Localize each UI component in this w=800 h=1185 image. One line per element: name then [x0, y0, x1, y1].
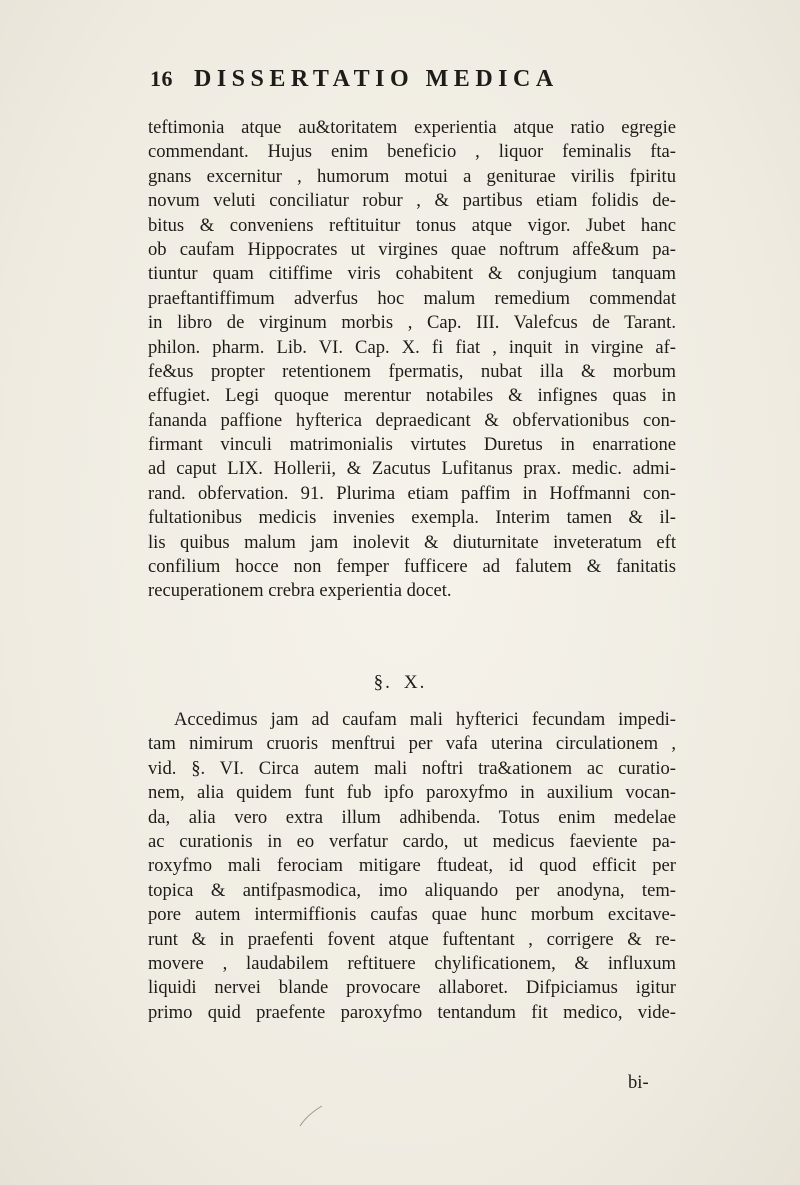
pencil-mark-icon — [296, 1100, 326, 1130]
text-line: in libro de virginum morbis , Cap. III. Valefcus de Tarant. — [148, 312, 676, 334]
text-line: ad caput LIX. Hollerii, & Zacutus Lufitanus prax. medic. admi- — [148, 458, 676, 480]
text-line: ob caufam Hippocrates ut virgines quae noftrum affe&um pa- — [148, 238, 676, 260]
paragraph-2 — [148, 708, 676, 1025]
section-symbol: §. — [373, 672, 392, 693]
text-line: tam nimirum cruoris menftrui per vafa uterina circulationem , — [148, 733, 676, 755]
text-line: confilium hocce non femper fufficere ad falutem & fanitatis — [148, 556, 676, 578]
text-line: effugiet. Legi quoque merentur notabiles & infignes quas in — [148, 385, 676, 407]
text-line: fananda paffione hyfterica depraedicant & obfervationibus con- — [148, 409, 676, 431]
text-line: topica & antifpasmodica, imo aliquando per anodyna, tem- — [148, 879, 676, 901]
text-line: pore autem intermiffionis caufas quae hunc morbum excitave- — [148, 904, 676, 926]
text-line: commendant. Hujus enim beneficio , liquor feminalis fta- — [148, 141, 676, 163]
text-line: vid. §. VI. Circa autem mali noftri tra&ationem ac curatio- — [148, 757, 676, 779]
text-line: praeftantiffimum adverfus hoc malum remedium commendat — [148, 287, 676, 309]
text-line: gnans excernitur , humorum motui a geniturae virilis fpiritu — [148, 165, 676, 187]
text-line: rand. obfervation. 91. Plurima etiam paffim in Hoffmanni con- — [148, 482, 676, 504]
text-line: da, alia vero extra illum adhibenda. Totus enim medelae — [148, 806, 676, 828]
section-number: X. — [403, 672, 427, 693]
text-line: ac curationis in eo verfatur cardo, ut medicus faeviente pa- — [148, 830, 676, 852]
running-title: DISSERTATIO MEDICA — [194, 66, 559, 92]
text-line: primo quid praefente paroxyfmo tentandum fit medico, vide- — [148, 1001, 676, 1023]
text-line: tiuntur quam citiffime viris cohabitent & conjugium tanquam — [148, 263, 676, 285]
text-line: fultationibus medicis invenies exempla. Interim tamen & il- — [148, 507, 676, 529]
catchword: bi- — [628, 1072, 649, 1093]
text-line: fe&us propter retentionem fpermatis, nubat illa & morbum — [148, 360, 676, 382]
section-heading — [0, 672, 800, 694]
text-line: lis quibus malum jam inolevit & diuturnitate inveteratum eft — [148, 531, 676, 553]
text-line: runt & in praefenti fovent atque fuftentant , corrigere & re- — [148, 928, 676, 950]
text-line: bitus & conveniens reftituitur tonus atque vigor. Jubet hanc — [148, 214, 676, 236]
text-line: firmant vinculi matrimonialis virtutes Duretus in enarratione — [148, 434, 676, 456]
text-line: novum veluti conciliatur robur , & partibus etiam folidis de- — [148, 190, 676, 212]
text-line: teftimonia atque au&toritatem experientia atque ratio egregie — [148, 117, 676, 138]
text-line: philon. pharm. Lib. VI. Cap. X. fi fiat , inquit in virgine af- — [148, 336, 676, 358]
text-line: roxyfmo mali ferociam mitigare ftudeat, id quod efficit per — [148, 855, 676, 877]
page-number: 16 — [150, 66, 173, 91]
text-line: recuperationem crebra experientia docet. — [148, 580, 452, 602]
page-header — [150, 66, 670, 100]
text-line: nem, alia quidem funt fub ipfo paroxyfmo in auxilium vocan- — [148, 782, 676, 804]
text-line: Accedimus jam ad caufam mali hyfterici fecundam impedi- — [174, 709, 676, 730]
text-line: movere , laudabilem reftituere chylificationem, & influxum — [148, 952, 676, 974]
text-line: liquidi nervei blande provocare allaboret. Difpiciamus igitur — [148, 977, 676, 999]
paragraph-1 — [148, 116, 676, 604]
